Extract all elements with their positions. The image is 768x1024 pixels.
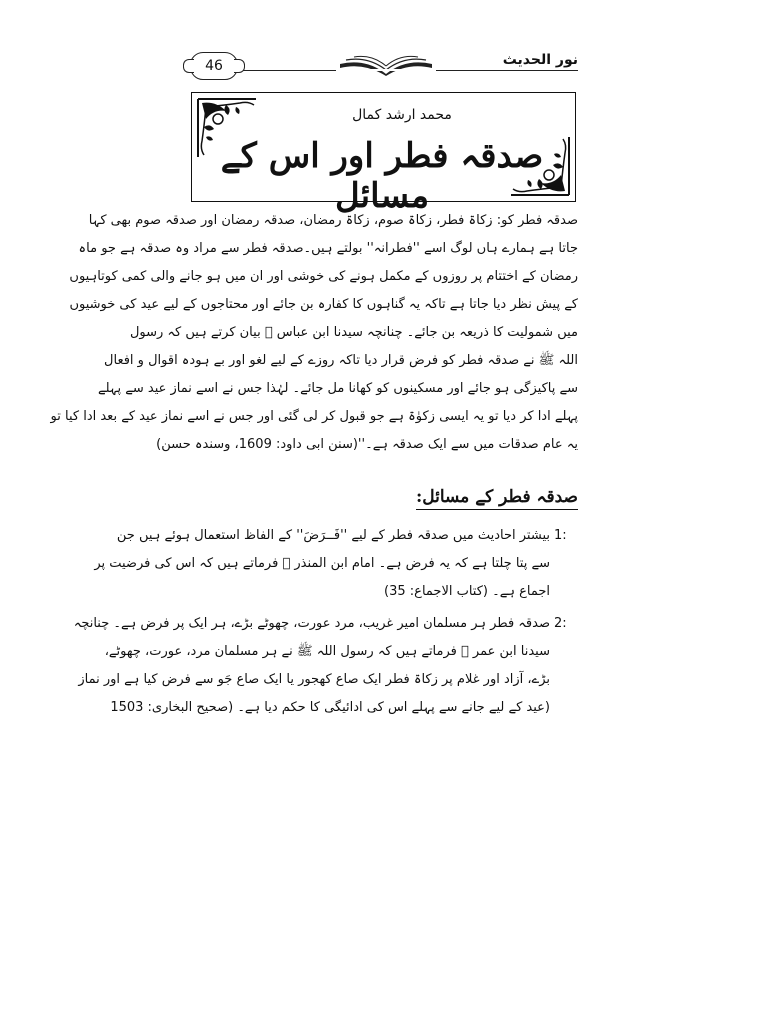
text-line: اللہ ﷺ نے صدقہ فطر کو فرض قرار دیا تاکہ روزے کے لیے لغو اور بے ہودہ اقوال و افعال [104, 353, 578, 368]
text-line: یہ عام صدقات میں سے ایک صدقہ ہے۔''(سنن ابی داود: 1609، وسندہ حسن) [156, 437, 578, 452]
text-line: سیدنا ابن عمر ﷠ فرماتے ہیں کہ رسول اللہ ﷺ نے ہر مسلمان مرد، عورت، چھوٹے، [104, 644, 550, 659]
text-line: جاتا ہے ہمارے ہاں لوگ اسے ''فطرانہ'' بولتے ہیں۔صدقہ فطر سے مراد وہ صدقہ ہے جو ماہ [78, 241, 578, 256]
text-line: رمضان کے اختتام پر روزوں کے مکمل ہونے کی خوشی اور ان میں ہو جانے والی کمی کوتاہیوں [69, 269, 578, 284]
section-heading-text: صدقہ فطر کے مسائل: [416, 487, 578, 510]
journal-name: نور الحدیث [502, 52, 578, 68]
text-line: سے پاکیزگی ہو جائے اور مسکینوں کو کھانا مل جائے۔ لہٰذا جس نے اسے نماز عید سے پہلے [97, 381, 578, 396]
list-item-number: 1: [554, 528, 567, 543]
text-line: اجماع ہے۔ (کتاب الاجماع: 35) [384, 584, 550, 599]
list-item [73, 610, 578, 722]
article-title: صدقہ فطر اور اس کے مسائل [220, 136, 544, 216]
text-line: بیشتر احادیث میں صدقہ فطر کے لیے ''فَــرَضَ'' کے الفاظ استعمال ہوئے ہیں جن [116, 528, 550, 543]
text-line: صدقہ فطر ہر مسلمان امیر غریب، مرد عورت، چھوٹے بڑے، ہر ایک پر فرض ہے۔ چنانچہ [73, 616, 550, 631]
text-line: بڑے، آزاد اور غلام پر زکاۃ فطر ایک صاع کھجور یا ایک صاع جَو سے فرض کیا ہے اور نماز [78, 672, 550, 687]
text-line: پہلے ادا کر دیا تو یہ ایسی زکوٰۃ ہے جو قبول کر لی گئی اور جس نے اسے نماز عید کے بعد ادا کیا تو [50, 409, 578, 424]
page-number: 46 [190, 52, 238, 80]
text-line: میں شمولیت کا ذریعہ بن جائے۔ چنانچہ سیدنا ابن عباس ﷜ بیان کرتے ہیں کہ رسول [129, 325, 578, 340]
issues-list [73, 522, 578, 726]
list-item-text [94, 522, 550, 606]
section-heading [186, 486, 578, 507]
text-line: سے پتا چلتا ہے کہ یہ فرض ہے۔ امام ابن المنذر ﷫ فرماتے ہیں کہ اس کی فرضیت پر [94, 556, 550, 571]
title-box [191, 92, 576, 216]
text-line: صدقہ فطر کو: زکاۃ فطر، زکاۃ صوم، زکاۃ رمضان، صدقہ رمضان اور صدقہ صوم بھی کہا [88, 213, 578, 228]
open-book-ornament-icon [336, 54, 436, 80]
list-item-number: 2: [554, 616, 567, 631]
list-item-text [73, 610, 550, 722]
text-line: کے پیش نظر دیا جاتا ہے تاکہ یہ گناہوں کا کفارہ بن جائے اور محتاجوں کے لیے عید کی خوشیوں [69, 297, 578, 312]
list-item [94, 522, 578, 606]
author-name: محمد ارشد کمال [352, 107, 452, 123]
text-line: (عید کے لیے جانے سے پہلے اس کی ادائیگی کا حکم دیا ہے۔ (صحیح البخاری: 1503 [110, 700, 550, 715]
intro-paragraph [50, 207, 578, 459]
